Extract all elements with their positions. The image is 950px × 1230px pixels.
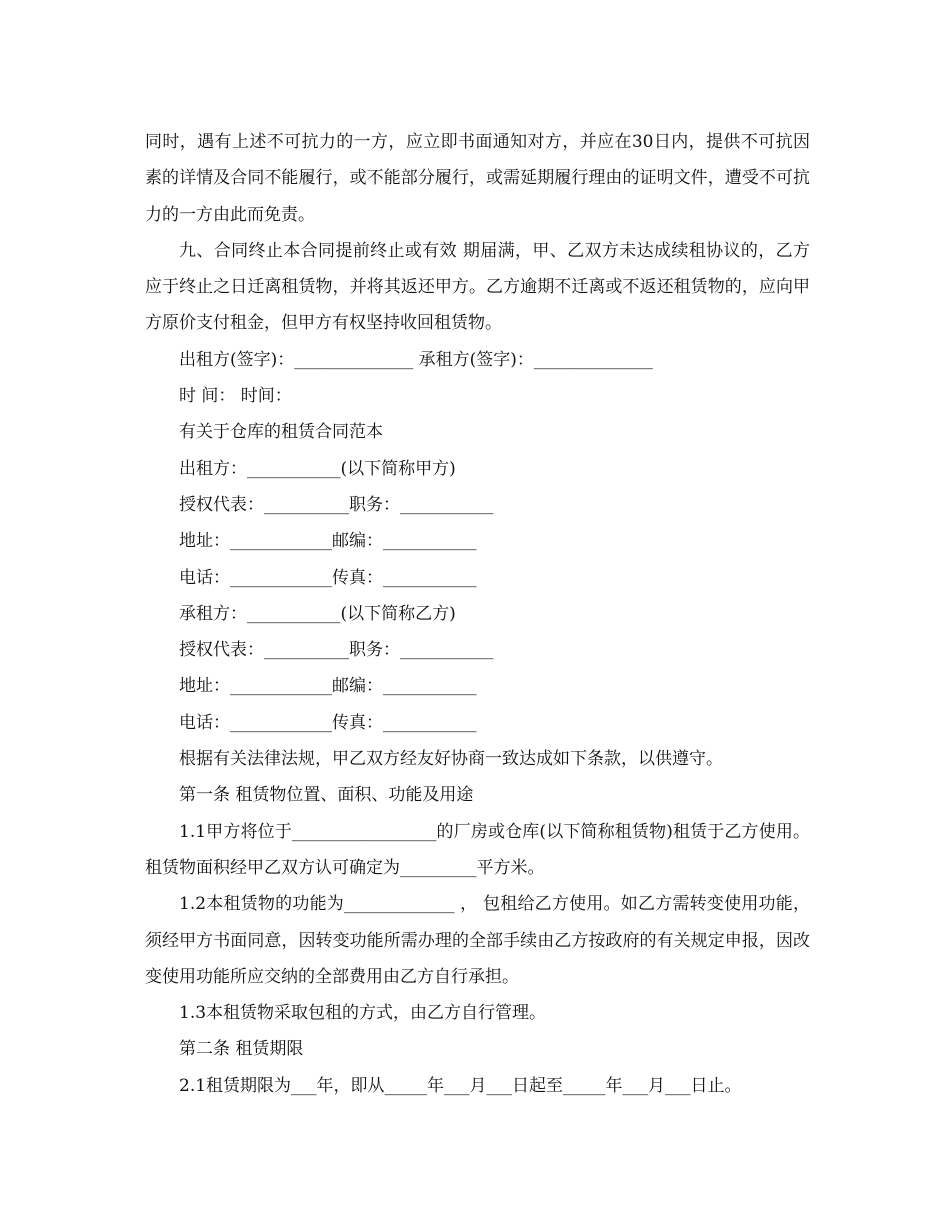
termination-clause: 九、合同终止本合同提前终止或有效 期届满，甲、乙双方未达成续租协议的，乙方应于终止之日迁离租赁物，并将其返还甲方。乙方逾期不迁离或不返还租赁物的，应向甲方原价支付租金，但甲方有权坚持收回租赁物。 xyxy=(145,240,810,334)
contract-title: 有关于仓库的租赁合同范本 xyxy=(179,422,383,443)
article-two-heading: 第二条 租赁期限 xyxy=(179,1039,304,1060)
lessee-phone-line: 电话：____________传真：___________ xyxy=(179,712,477,733)
clause-1-2: 1.2本租赁物的功能为_____________ ， 包租给乙方使用。如乙方需转变使用功能，须经甲方书面同意，因转变功能所需办理的全部手续由乙方按政府的有关规定申报，因改变使用功能所应交纳的全部费用由乙方自行承担。 xyxy=(145,894,810,987)
signature-line: 出租方(签字)：______________ 承租方(签字)：______________ xyxy=(179,349,653,370)
lessee-address-line: 地址：____________邮编：___________ xyxy=(179,676,477,697)
agreement-preamble: 根据有关法律法规，甲乙双方经友好协商一致达成如下条款，以供遵守。 xyxy=(179,749,723,770)
clause-1-3: 1.3本租赁物采取包租的方式，由乙方自行管理。 xyxy=(179,1003,547,1024)
force-majeure-paragraph: 同时，遇有上述不可抗力的一方，应立即书面通知对方，并应在30日内，提供不可抗因素的详情及合同不能履行，或不能部分履行，或需延期履行理由的证明文件，遭受不可抗力的一方由此而免责。 xyxy=(145,132,810,225)
clause-1-1: 1.1甲方将位于_________________的厂房或仓库(以下简称租赁物)租赁于乙方使用。租赁物面积经甲乙双方认可确定为_________平方米。 xyxy=(145,821,810,878)
clause-2-1: 2.1租赁期限为___年，即从_____年___月___日起至_____年___月___日止。 xyxy=(179,1075,742,1096)
lessor-line: 出租方：___________(以下简称甲方) xyxy=(179,458,456,479)
lessee-representative-line: 授权代表：__________职务：___________ xyxy=(179,640,494,661)
lessee-line: 承租方：___________(以下简称乙方) xyxy=(179,603,456,624)
article-one-heading: 第一条 租赁物位置、面积、功能及用途 xyxy=(179,785,474,806)
lessor-address-line: 地址：____________邮编：___________ xyxy=(179,531,477,552)
lessor-phone-line: 电话：____________传真：___________ xyxy=(179,567,477,588)
lessor-representative-line: 授权代表：__________职务：___________ xyxy=(179,494,494,515)
contract-text xyxy=(145,124,810,1104)
date-line: 时 间： 时间： xyxy=(179,386,292,407)
